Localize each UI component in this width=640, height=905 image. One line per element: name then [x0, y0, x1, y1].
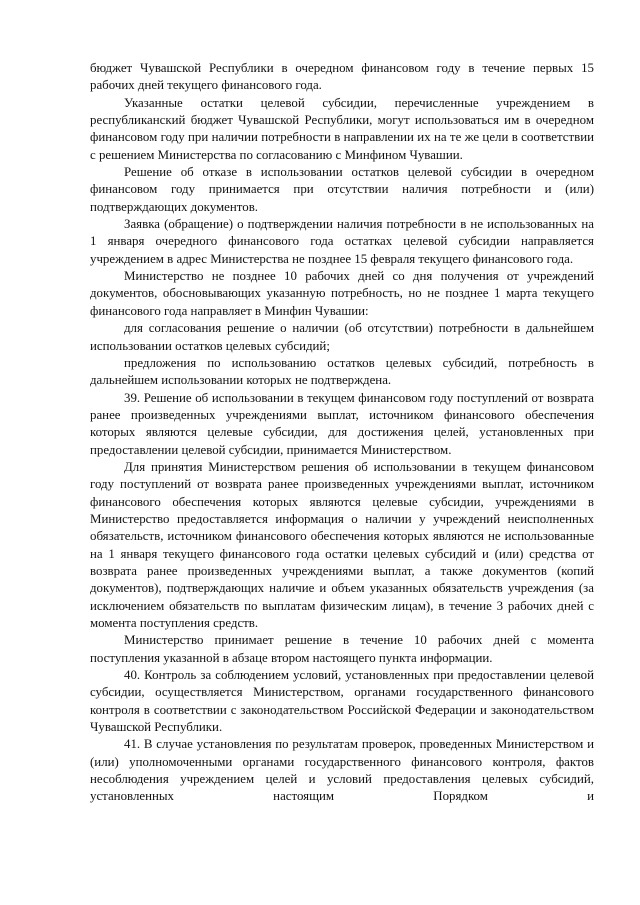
- paragraph-item-40: 40. Контроль за соблюдением условий, установленных при предоставлении целевой субсидии, осуществляется Министерством, органами государственного финансового контроля в соответствии с законодательством Российской Федерации и законодательством Чувашской Республики.: [90, 668, 594, 735]
- paragraph-continuation: бюджет Чувашской Республики в очередном финансовом году в течение первых 15 рабочих дней текущего финансового года.: [90, 61, 594, 93]
- paragraph-approval-item: для согласования решение о наличии (об отсутствии) потребности в дальнейшем использовании остатков целевых субсидий;: [90, 321, 594, 353]
- paragraph-refusal-decision: Решение об отказе в использовании остатков целевой субсидии в очередном финансовом году принимается при отсутствии наличия потребности и (или) подтверждающих документов.: [90, 165, 594, 214]
- paragraph-proposals-item: предложения по использованию остатков целевых субсидий, потребность в дальнейшем использовании которых не подтверждена.: [90, 355, 594, 388]
- paragraph-remaining-funds-use: Указанные остатки целевой субсидии, перечисленные учреждением в республиканский бюджет Чувашской Республики, могут использоваться им в очередном финансовом году при наличии потребности в направлении их на те же цели в соответствии с решением Министерства по согласованию с Минфином Чувашии.: [90, 95, 594, 162]
- document-body: [90, 60, 594, 806]
- paragraph-decision-procedure: Для принятия Министерством решения об использовании в текущем финансовом году поступлений от возврата ранее произведенных учреждениями выплат, источником финансового обеспечения которых являются целевые субсидии, учреждениями в Министерство предоставляется информация о наличии у учреждений неисполненных обязательств, источником финансового обеспечения которых являются не использованные на 1 января текущего финансового года остатки целевых субсидий и (или) средства от возврата ранее произведенных учреждениями выплат, а также документов (копий документов), подтверждающих наличие и объем указанных обязательств учреждения (за исключением обязательств по выплатам физическим лицам), в течение 3 рабочих дней с момента поступления средств.: [90, 459, 594, 630]
- paragraph-item-39: 39. Решение об использовании в текущем финансовом году поступлений от возврата ранее произведенных учреждениями выплат, источником финансового обеспечения которых являются целевые субсидии, для достижения целей, установленных при предоставлении целевой субсидии, принимается Министерством.: [90, 390, 594, 457]
- paragraph-decision-deadline: Министерство принимает решение в течение 10 рабочих дней с момента поступления указанной в абзаце втором настоящего пункта информации.: [90, 633, 594, 665]
- paragraph-item-41: 41. В случае установления по результатам проверок, проведенных Министерством и (или) уполномоченными органами государственного финансового контроля, фактов несоблюдения учреждением целей и условий предоставления целевых субсидий, установленных настоящим Порядком и: [90, 737, 594, 804]
- paragraph-application-request: Заявка (обращение) о подтверждении наличия потребности в не использованных на 1 января очередного финансового года остатках целевой субсидии направляется учреждением в адрес Министерства не позднее 15 февраля текущего финансового года.: [90, 217, 594, 266]
- paragraph-ministry-submission: Министерство не позднее 10 рабочих дней со дня получения от учреждений документов, обосновывающих указанную потребность, но не позднее 1 марта текущего финансового года направляет в Минфин Чувашии:: [90, 269, 594, 318]
